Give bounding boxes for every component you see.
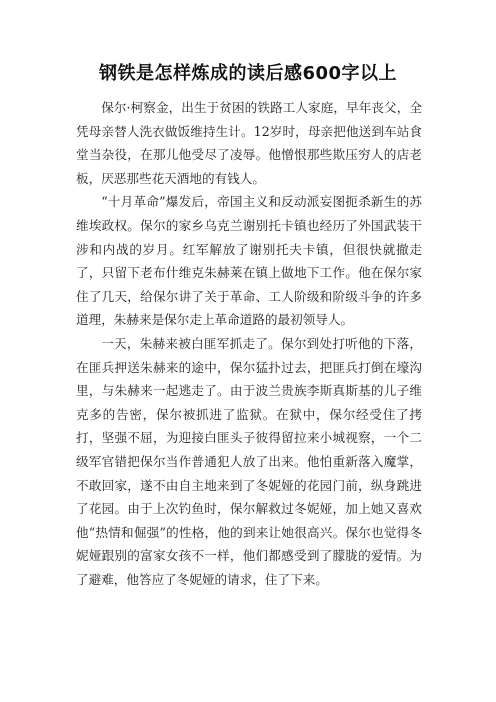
paragraph: 一天，朱赫来被白匪军抓走了。保尔到处打听他的下落，在匪兵押送朱赫来的途中，保尔猛扑过去，把匪兵打倒在壕沟里，与朱赫来一起逃走了。由于波兰贵族李斯真斯基的儿子维克多的告密，保尔被抓进了监狱。在狱中，保尔经受住了拷打，坚强不屈，为迎接白匪头子彼得留拉来小城视察，一个二级军官错把保尔当作普通犯人放了出来。他怕重新落入魔掌，不敢回家，遂不由自主地来到了冬妮娅的花园门前，纵身跳进了花园。由于上次钓鱼时，保尔解救过冬妮娅，加上她又喜欢他“热情和倔强”的性格，他的到来让她很高兴。保尔也觉得冬妮娅跟别的富家女孩不一样，他们都感受到了朦胧的爱情。为了避难，他答应了冬妮娅的请求，住了下来。	[76, 335, 422, 587]
paragraph: 保尔·柯察金，出生于贫困的铁路工人家庭，早年丧父，全凭母亲替人洗衣做饭维持生计。12岁时，母亲把他送到车站食堂当杂役，在那儿他受尽了凌辱。他憎恨那些欺压穷人的店老板，厌恶那些花天酒地的有钱人。	[76, 100, 422, 186]
paragraph: “十月革命”爆发后，帝国主义和反动派妄图扼杀新生的苏维埃政权。保尔的家乡乌克兰谢别托卡镇也经历了外国武装干涉和内战的岁月。红军解放了谢别托夫卡镇，但很快就撤走了，只留下老布什维克朱赫莱在镇上做地下工作。他在保尔家住了几天，给保尔讲了关于革命、工人阶级和阶级斗争的许多道理，朱赫来是保尔走上革命道路的最初领导人。	[76, 194, 422, 328]
document-title: 钢铁是怎样炼成的读后感600字以上	[98, 63, 398, 84]
document-body	[76, 96, 422, 591]
